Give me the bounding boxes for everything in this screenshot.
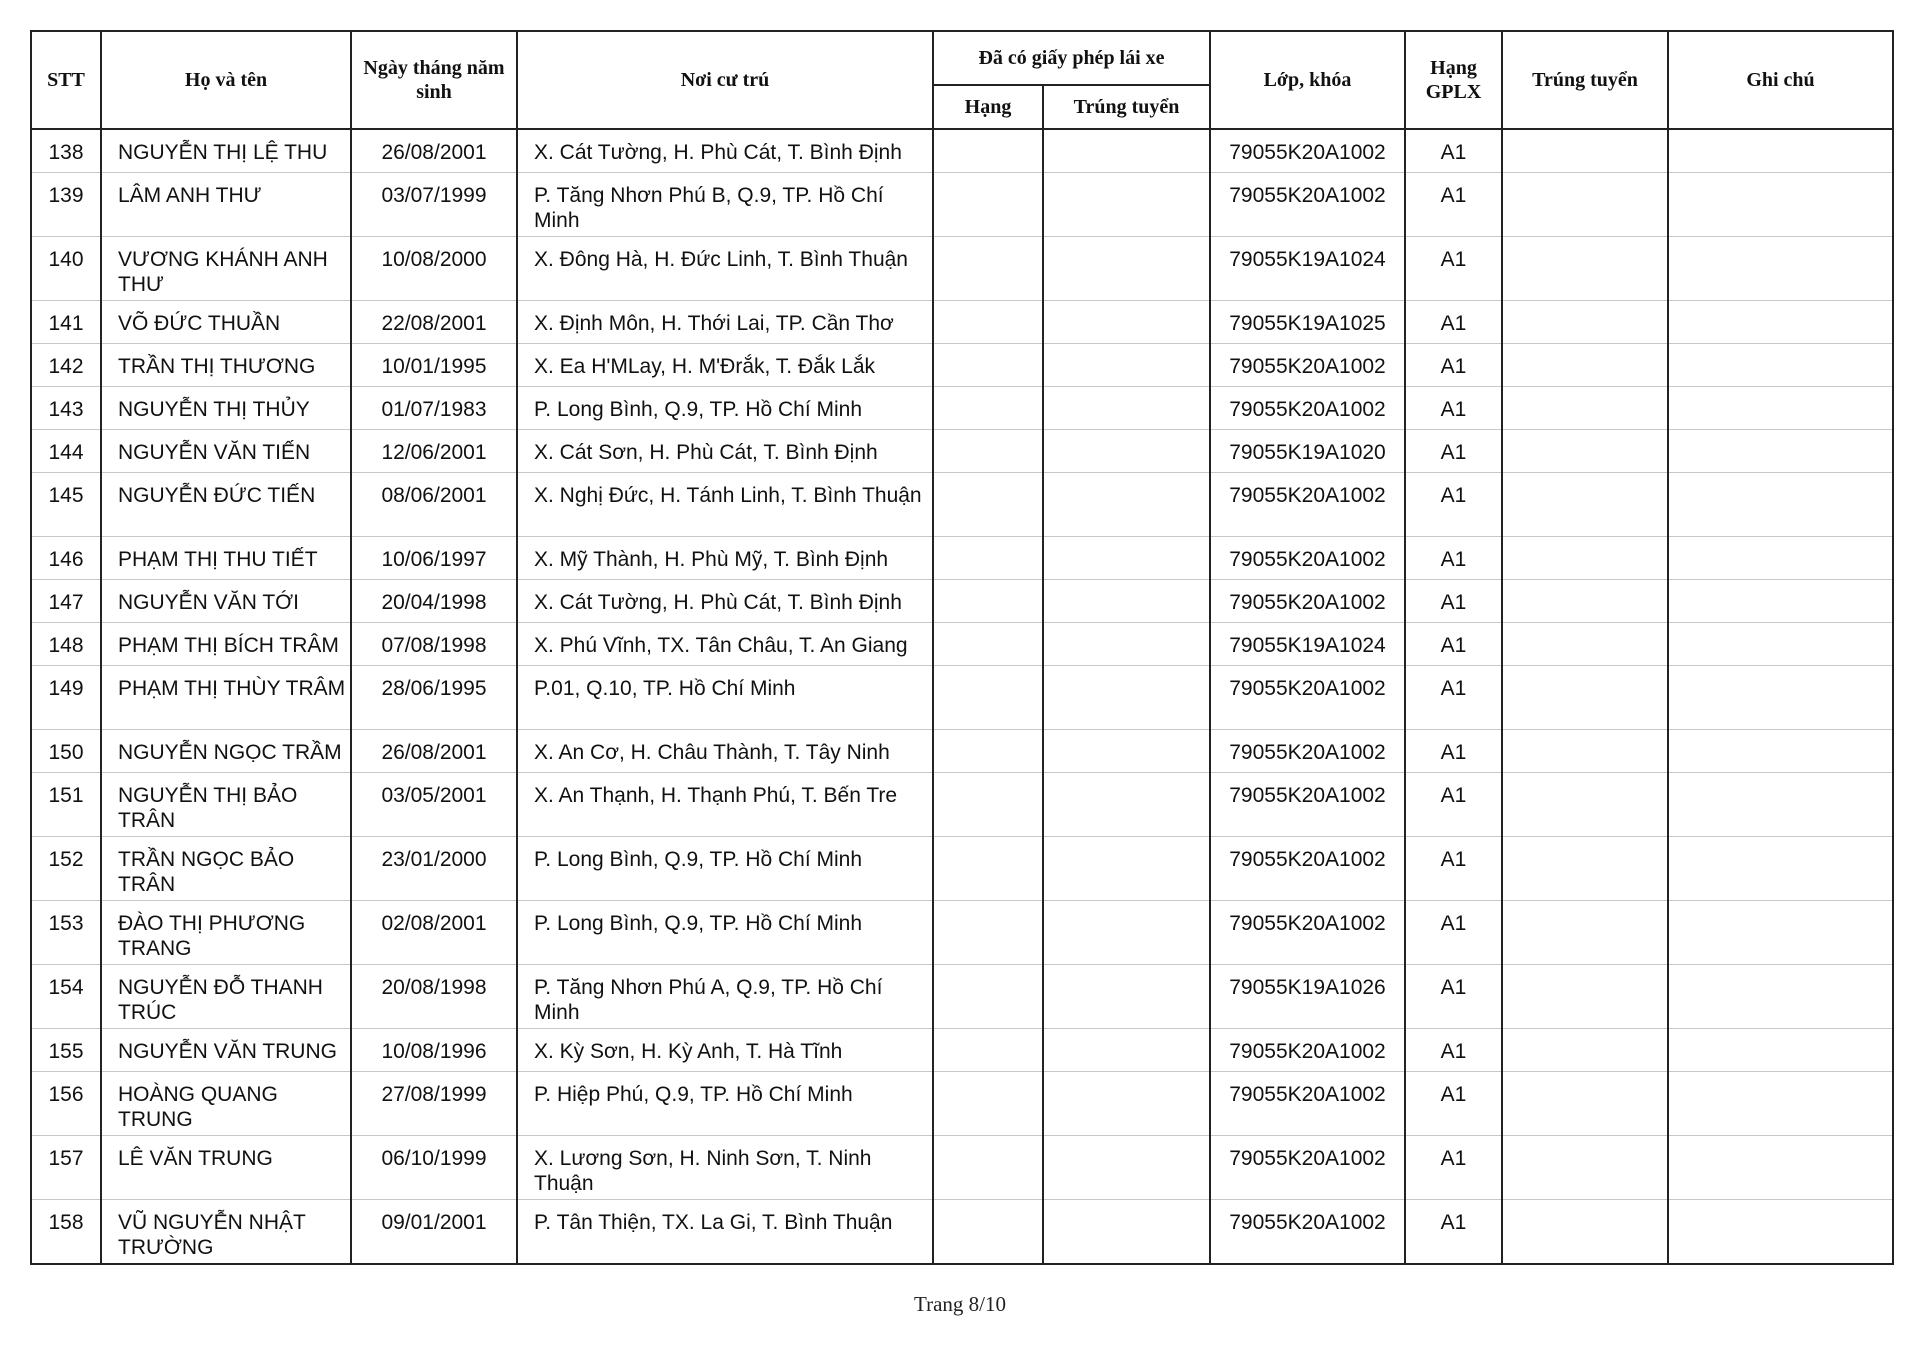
cell-stt: 140: [31, 237, 101, 301]
cell-license-pass: [1043, 1072, 1210, 1136]
cell-dob: 08/06/2001: [351, 473, 517, 537]
cell-license-rank: [933, 837, 1043, 901]
cell-note: [1668, 1200, 1893, 1265]
cell-address: X. Cát Sơn, H. Phù Cát, T. Bình Định: [517, 430, 933, 473]
cell-note: [1668, 344, 1893, 387]
cell-license-rank: [933, 387, 1043, 430]
cell-license-pass: [1043, 473, 1210, 537]
cell-stt: 141: [31, 301, 101, 344]
cell-class: 79055K20A1002: [1210, 901, 1405, 965]
header-dob: Ngày tháng năm sinh: [351, 31, 517, 129]
header-gplx: Hạng GPLX: [1405, 31, 1502, 129]
cell-license-pass: [1043, 387, 1210, 430]
cell-license-pass: [1043, 623, 1210, 666]
cell-license-rank: [933, 1072, 1043, 1136]
cell-stt: 154: [31, 965, 101, 1029]
cell-name: NGUYỄN THỊ BẢO TRÂN: [101, 773, 351, 837]
cell-address: X. Cát Tường, H. Phù Cát, T. Bình Định: [517, 129, 933, 173]
cell-license-pass: [1043, 537, 1210, 580]
table-body: [31, 129, 1893, 1264]
cell-license-pass: [1043, 1029, 1210, 1072]
cell-stt: 138: [31, 129, 101, 173]
cell-license-rank: [933, 666, 1043, 730]
header-stt: STT: [31, 31, 101, 129]
cell-name: NGUYỄN VĂN TIẾN: [101, 430, 351, 473]
cell-dob: 20/04/1998: [351, 580, 517, 623]
page-number: Trang 8/10: [914, 1292, 1006, 1316]
table-row: [31, 387, 1893, 430]
cell-stt: 151: [31, 773, 101, 837]
cell-note: [1668, 473, 1893, 537]
table-row: [31, 1200, 1893, 1265]
cell-gplx: A1: [1405, 1029, 1502, 1072]
cell-class: 79055K19A1024: [1210, 237, 1405, 301]
cell-license-pass: [1043, 773, 1210, 837]
cell-note: [1668, 623, 1893, 666]
cell-address: X. Phú Vĩnh, TX. Tân Châu, T. An Giang: [517, 623, 933, 666]
cell-gplx: A1: [1405, 1072, 1502, 1136]
cell-pass: [1502, 1029, 1668, 1072]
cell-address: P.01, Q.10, TP. Hồ Chí Minh: [517, 666, 933, 730]
cell-note: [1668, 730, 1893, 773]
cell-name: NGUYỄN THỊ LỆ THU: [101, 129, 351, 173]
cell-license-pass: [1043, 1200, 1210, 1265]
cell-pass: [1502, 580, 1668, 623]
cell-name: NGUYỄN VĂN TRUNG: [101, 1029, 351, 1072]
cell-name: ĐÀO THỊ PHƯƠNG TRANG: [101, 901, 351, 965]
cell-license-pass: [1043, 730, 1210, 773]
cell-name: NGUYỄN VĂN TỚI: [101, 580, 351, 623]
cell-license-rank: [933, 730, 1043, 773]
cell-name: VƯƠNG KHÁNH ANH THƯ: [101, 237, 351, 301]
cell-class: 79055K20A1002: [1210, 1200, 1405, 1265]
header-pass: Trúng tuyển: [1502, 31, 1668, 129]
cell-pass: [1502, 344, 1668, 387]
table-row: [31, 301, 1893, 344]
cell-name: NGUYỄN THỊ THỦY: [101, 387, 351, 430]
cell-stt: 155: [31, 1029, 101, 1072]
cell-stt: 147: [31, 580, 101, 623]
cell-license-rank: [933, 623, 1043, 666]
cell-stt: 149: [31, 666, 101, 730]
cell-license-pass: [1043, 301, 1210, 344]
cell-stt: 156: [31, 1072, 101, 1136]
cell-license-rank: [933, 537, 1043, 580]
cell-license-rank: [933, 1136, 1043, 1200]
cell-note: [1668, 1029, 1893, 1072]
cell-pass: [1502, 430, 1668, 473]
cell-note: [1668, 1072, 1893, 1136]
cell-class: 79055K20A1002: [1210, 173, 1405, 237]
cell-note: [1668, 965, 1893, 1029]
cell-dob: 10/06/1997: [351, 537, 517, 580]
cell-license-pass: [1043, 344, 1210, 387]
cell-stt: 142: [31, 344, 101, 387]
cell-class: 79055K20A1002: [1210, 837, 1405, 901]
cell-stt: 158: [31, 1200, 101, 1265]
cell-dob: 06/10/1999: [351, 1136, 517, 1200]
cell-gplx: A1: [1405, 666, 1502, 730]
cell-pass: [1502, 537, 1668, 580]
cell-note: [1668, 173, 1893, 237]
header-license-rank: Hạng: [933, 85, 1043, 129]
cell-dob: 10/08/2000: [351, 237, 517, 301]
cell-gplx: A1: [1405, 173, 1502, 237]
cell-gplx: A1: [1405, 1136, 1502, 1200]
cell-pass: [1502, 837, 1668, 901]
table-row: [31, 537, 1893, 580]
cell-stt: 145: [31, 473, 101, 537]
cell-stt: 139: [31, 173, 101, 237]
cell-dob: 20/08/1998: [351, 965, 517, 1029]
cell-gplx: A1: [1405, 301, 1502, 344]
table-row: [31, 430, 1893, 473]
cell-address: P. Hiệp Phú, Q.9, TP. Hồ Chí Minh: [517, 1072, 933, 1136]
cell-dob: 28/06/1995: [351, 666, 517, 730]
cell-license-rank: [933, 901, 1043, 965]
cell-stt: 152: [31, 837, 101, 901]
cell-class: 79055K19A1026: [1210, 965, 1405, 1029]
cell-name: HOÀNG QUANG TRUNG: [101, 1072, 351, 1136]
cell-class: 79055K19A1020: [1210, 430, 1405, 473]
cell-dob: 07/08/1998: [351, 623, 517, 666]
cell-address: X. Đông Hà, H. Đức Linh, T. Bình Thuận: [517, 237, 933, 301]
cell-license-pass: [1043, 837, 1210, 901]
cell-name: PHẠM THỊ THU TIẾT: [101, 537, 351, 580]
cell-class: 79055K19A1024: [1210, 623, 1405, 666]
table-row: [31, 730, 1893, 773]
cell-name: NGUYỄN ĐỨC TIẾN: [101, 473, 351, 537]
cell-gplx: A1: [1405, 387, 1502, 430]
cell-class: 79055K20A1002: [1210, 580, 1405, 623]
cell-address: P. Tăng Nhơn Phú A, Q.9, TP. Hồ Chí Minh: [517, 965, 933, 1029]
cell-pass: [1502, 623, 1668, 666]
cell-pass: [1502, 1136, 1668, 1200]
cell-license-rank: [933, 129, 1043, 173]
table-row: [31, 173, 1893, 237]
cell-gplx: A1: [1405, 1200, 1502, 1265]
cell-pass: [1502, 1072, 1668, 1136]
cell-dob: 02/08/2001: [351, 901, 517, 965]
cell-license-rank: [933, 580, 1043, 623]
table-row: [31, 237, 1893, 301]
cell-note: [1668, 430, 1893, 473]
cell-address: P. Long Bình, Q.9, TP. Hồ Chí Minh: [517, 837, 933, 901]
header-class: Lớp, khóa: [1210, 31, 1405, 129]
cell-name: NGUYỄN ĐỖ THANH TRÚC: [101, 965, 351, 1029]
cell-name: VŨ NGUYỄN NHẬT TRƯỜNG: [101, 1200, 351, 1265]
cell-address: X. An Cơ, H. Châu Thành, T. Tây Ninh: [517, 730, 933, 773]
cell-gplx: A1: [1405, 129, 1502, 173]
cell-license-rank: [933, 301, 1043, 344]
table-row: [31, 129, 1893, 173]
cell-note: [1668, 773, 1893, 837]
cell-license-pass: [1043, 901, 1210, 965]
cell-note: [1668, 129, 1893, 173]
cell-pass: [1502, 965, 1668, 1029]
cell-gplx: A1: [1405, 965, 1502, 1029]
student-list-table: [30, 30, 1894, 1265]
cell-stt: 146: [31, 537, 101, 580]
cell-license-rank: [933, 1029, 1043, 1072]
cell-dob: 09/01/2001: [351, 1200, 517, 1265]
cell-class: 79055K20A1002: [1210, 537, 1405, 580]
cell-name: TRẦN THỊ THƯƠNG: [101, 344, 351, 387]
cell-dob: 23/01/2000: [351, 837, 517, 901]
cell-stt: 144: [31, 430, 101, 473]
cell-stt: 153: [31, 901, 101, 965]
cell-stt: 157: [31, 1136, 101, 1200]
cell-address: X. Lương Sơn, H. Ninh Sơn, T. Ninh Thuận: [517, 1136, 933, 1200]
table-row: [31, 1072, 1893, 1136]
cell-address: P. Long Bình, Q.9, TP. Hồ Chí Minh: [517, 387, 933, 430]
cell-license-pass: [1043, 666, 1210, 730]
header-license-group: Đã có giấy phép lái xe: [933, 31, 1210, 85]
cell-gplx: A1: [1405, 901, 1502, 965]
cell-license-rank: [933, 430, 1043, 473]
cell-license-rank: [933, 473, 1043, 537]
cell-stt: 143: [31, 387, 101, 430]
table-row: [31, 837, 1893, 901]
cell-gplx: A1: [1405, 837, 1502, 901]
cell-address: X. An Thạnh, H. Thạnh Phú, T. Bến Tre: [517, 773, 933, 837]
cell-gplx: A1: [1405, 430, 1502, 473]
cell-pass: [1502, 301, 1668, 344]
cell-gplx: A1: [1405, 580, 1502, 623]
table-row: [31, 1029, 1893, 1072]
cell-license-rank: [933, 173, 1043, 237]
table-row: [31, 623, 1893, 666]
cell-address: X. Định Môn, H. Thới Lai, TP. Cần Thơ: [517, 301, 933, 344]
cell-name: NGUYỄN NGỌC TRẦM: [101, 730, 351, 773]
cell-address: P. Long Bình, Q.9, TP. Hồ Chí Minh: [517, 901, 933, 965]
table-row: [31, 773, 1893, 837]
cell-pass: [1502, 730, 1668, 773]
cell-pass: [1502, 666, 1668, 730]
cell-dob: 10/08/1996: [351, 1029, 517, 1072]
cell-license-pass: [1043, 237, 1210, 301]
cell-pass: [1502, 237, 1668, 301]
cell-license-rank: [933, 773, 1043, 837]
cell-license-rank: [933, 237, 1043, 301]
table-header: [31, 31, 1893, 129]
cell-class: 79055K20A1002: [1210, 1029, 1405, 1072]
cell-address: P. Tân Thiện, TX. La Gi, T. Bình Thuận: [517, 1200, 933, 1265]
cell-license-pass: [1043, 173, 1210, 237]
cell-pass: [1502, 173, 1668, 237]
table-row: [31, 344, 1893, 387]
header-name: Họ và tên: [101, 31, 351, 129]
cell-dob: 26/08/2001: [351, 129, 517, 173]
cell-name: LÂM ANH THƯ: [101, 173, 351, 237]
cell-name: VÕ ĐỨC THUẦN: [101, 301, 351, 344]
cell-pass: [1502, 901, 1668, 965]
cell-class: 79055K20A1002: [1210, 730, 1405, 773]
cell-pass: [1502, 773, 1668, 837]
cell-class: 79055K20A1002: [1210, 387, 1405, 430]
cell-address: P. Tăng Nhơn Phú B, Q.9, TP. Hồ Chí Minh: [517, 173, 933, 237]
cell-note: [1668, 537, 1893, 580]
cell-pass: [1502, 473, 1668, 537]
cell-license-pass: [1043, 129, 1210, 173]
cell-license-pass: [1043, 965, 1210, 1029]
cell-class: 79055K20A1002: [1210, 1136, 1405, 1200]
cell-license-rank: [933, 965, 1043, 1029]
cell-license-pass: [1043, 430, 1210, 473]
header-license-pass: Trúng tuyển: [1043, 85, 1210, 129]
table-row: [31, 901, 1893, 965]
cell-class: 79055K19A1025: [1210, 301, 1405, 344]
cell-dob: 01/07/1983: [351, 387, 517, 430]
cell-note: [1668, 901, 1893, 965]
cell-note: [1668, 837, 1893, 901]
cell-note: [1668, 666, 1893, 730]
cell-address: X. Kỳ Sơn, H. Kỳ Anh, T. Hà Tĩnh: [517, 1029, 933, 1072]
cell-dob: 10/01/1995: [351, 344, 517, 387]
cell-name: TRẦN NGỌC BẢO TRÂN: [101, 837, 351, 901]
table-row: [31, 473, 1893, 537]
cell-address: X. Ea H'MLay, H. M'Đrắk, T. Đắk Lắk: [517, 344, 933, 387]
cell-class: 79055K20A1002: [1210, 773, 1405, 837]
cell-gplx: A1: [1405, 730, 1502, 773]
cell-pass: [1502, 129, 1668, 173]
cell-class: 79055K20A1002: [1210, 666, 1405, 730]
cell-gplx: A1: [1405, 537, 1502, 580]
cell-gplx: A1: [1405, 344, 1502, 387]
cell-class: 79055K20A1002: [1210, 1072, 1405, 1136]
cell-dob: 12/06/2001: [351, 430, 517, 473]
cell-address: X. Nghị Đức, H. Tánh Linh, T. Bình Thuận: [517, 473, 933, 537]
cell-pass: [1502, 387, 1668, 430]
cell-stt: 148: [31, 623, 101, 666]
table-row: [31, 965, 1893, 1029]
cell-license-pass: [1043, 1136, 1210, 1200]
cell-license-rank: [933, 1200, 1043, 1265]
cell-gplx: A1: [1405, 473, 1502, 537]
cell-note: [1668, 580, 1893, 623]
cell-stt: 150: [31, 730, 101, 773]
cell-name: PHẠM THỊ THÙY TRÂM: [101, 666, 351, 730]
cell-gplx: A1: [1405, 773, 1502, 837]
cell-class: 79055K20A1002: [1210, 129, 1405, 173]
cell-address: X. Cát Tường, H. Phù Cát, T. Bình Định: [517, 580, 933, 623]
table-row: [31, 1136, 1893, 1200]
cell-dob: 22/08/2001: [351, 301, 517, 344]
cell-gplx: A1: [1405, 237, 1502, 301]
cell-name: LÊ VĂN TRUNG: [101, 1136, 351, 1200]
cell-class: 79055K20A1002: [1210, 344, 1405, 387]
cell-note: [1668, 387, 1893, 430]
header-address: Nơi cư trú: [517, 31, 933, 129]
cell-dob: 26/08/2001: [351, 730, 517, 773]
cell-note: [1668, 1136, 1893, 1200]
table-row: [31, 666, 1893, 730]
cell-pass: [1502, 1200, 1668, 1265]
cell-license-pass: [1043, 580, 1210, 623]
cell-address: X. Mỹ Thành, H. Phù Mỹ, T. Bình Định: [517, 537, 933, 580]
cell-license-rank: [933, 344, 1043, 387]
cell-dob: 03/07/1999: [351, 173, 517, 237]
cell-note: [1668, 301, 1893, 344]
cell-dob: 27/08/1999: [351, 1072, 517, 1136]
table-row: [31, 580, 1893, 623]
cell-class: 79055K20A1002: [1210, 473, 1405, 537]
cell-name: PHẠM THỊ BÍCH TRÂM: [101, 623, 351, 666]
cell-dob: 03/05/2001: [351, 773, 517, 837]
cell-note: [1668, 237, 1893, 301]
header-note: Ghi chú: [1668, 31, 1893, 129]
cell-gplx: A1: [1405, 623, 1502, 666]
